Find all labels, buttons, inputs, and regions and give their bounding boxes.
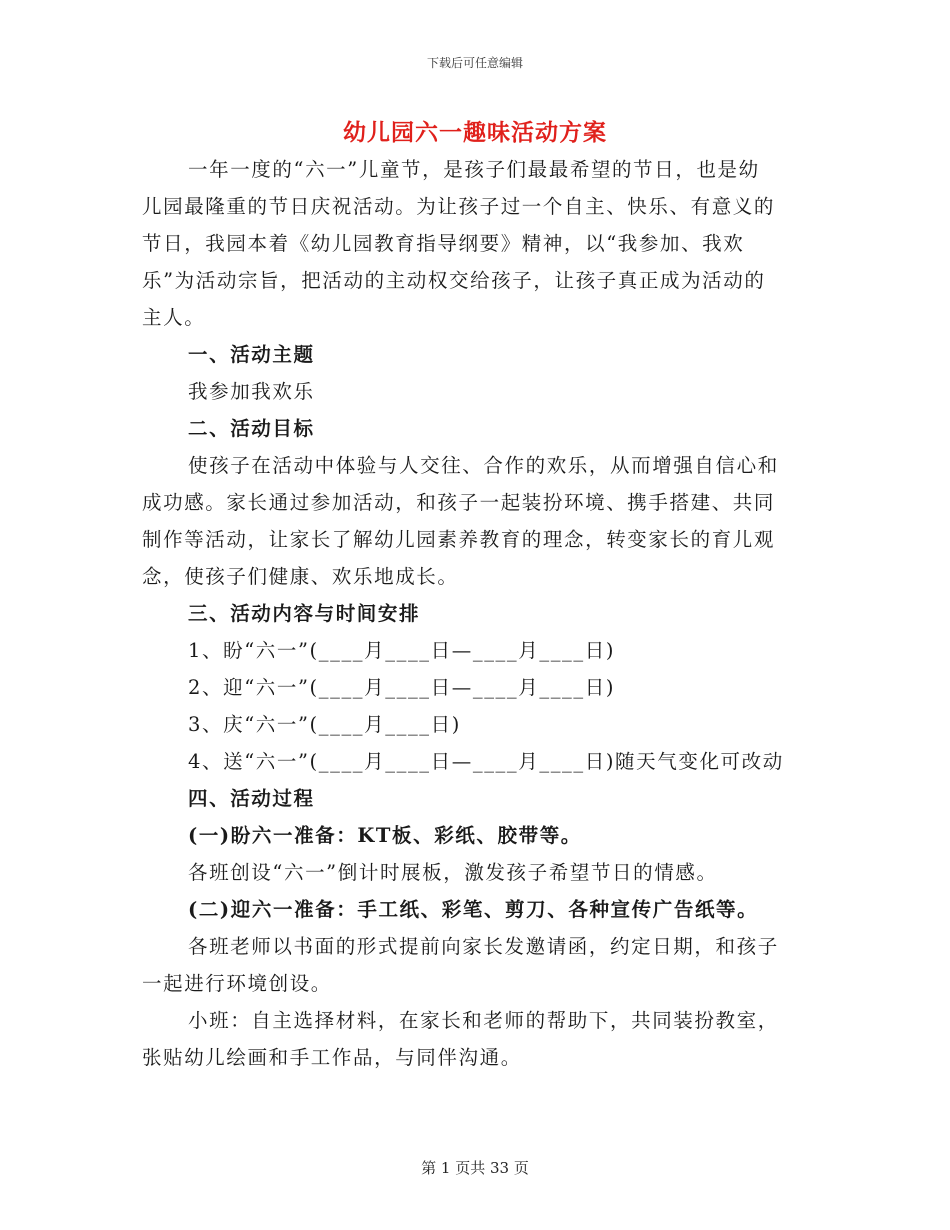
page-header: 下载后可任意编辑 — [426, 56, 523, 70]
section-heading: 四、活动过程 — [188, 787, 315, 810]
subsection-body: 各班创设“六一”倒计时展板，激发孩子希望节日的情感。 — [188, 861, 718, 884]
section-body-line: 念，使孩子们健康、欢乐地成长。 — [142, 565, 459, 588]
section-heading: 三、活动内容与时间安排 — [188, 602, 421, 625]
schedule-item: 4、送“六一”(____月____日—____月____日)随天气变化可改动 — [188, 750, 784, 773]
small-class-line: 小班：自主选择材料，在家长和老师的帮助下，共同装扮教室， — [188, 1009, 779, 1032]
subsection-heading: (二)迎六一准备：手工纸、彩笔、剪刀、各种宣传广告纸等。 — [188, 898, 759, 921]
subsection-body-line: 各班老师以书面的形式提前向家长发邀请函，约定日期，和孩子 — [188, 935, 779, 958]
section-body-line: 成功感。家长通过参加活动，和孩子一起装扮环境、携手搭建、共同 — [142, 491, 776, 514]
section-body: 我参加我欢乐 — [188, 380, 315, 403]
section-heading: 二、活动目标 — [188, 417, 315, 440]
intro-line: 儿园最隆重的节日庆祝活动。为让孩子过一个自主、快乐、有意义的 — [142, 195, 776, 218]
small-class-line: 张贴幼儿绘画和手工作品，与同伴沟通。 — [142, 1046, 522, 1069]
intro-line: 节日，我园本着《幼儿园教育指导纲要》精神，以“我参加、我欢 — [142, 232, 745, 255]
intro-line: 一年一度的“六一”儿童节，是孩子们最最希望的节日，也是幼 — [188, 158, 760, 181]
page-number: 第 1 页共 33 页 — [421, 1159, 529, 1177]
subsection-heading: (一)盼六一准备：KT板、彩纸、胶带等。 — [188, 824, 582, 847]
section-body-line: 使孩子在活动中体验与人交往、合作的欢乐，从而增强自信心和 — [188, 454, 779, 477]
schedule-item: 2、迎“六一”(____月____日—____月____日) — [188, 676, 616, 699]
subsection-body-line: 一起进行环境创设。 — [142, 972, 332, 995]
schedule-item: 3、庆“六一”(____月____日) — [188, 713, 461, 736]
section-body-line: 制作等活动，让家长了解幼儿园素养教育的理念，转变家长的育儿观 — [142, 528, 776, 551]
schedule-item: 1、盼“六一”(____月____日—____月____日) — [188, 639, 616, 662]
intro-line: 主人。 — [142, 306, 206, 329]
section-heading: 一、活动主题 — [188, 343, 315, 366]
intro-line: 乐”为活动宗旨，把活动的主动权交给孩子，让孩子真正成为活动的 — [142, 269, 766, 292]
document-title: 幼儿园六一趣味活动方案 — [343, 119, 607, 146]
